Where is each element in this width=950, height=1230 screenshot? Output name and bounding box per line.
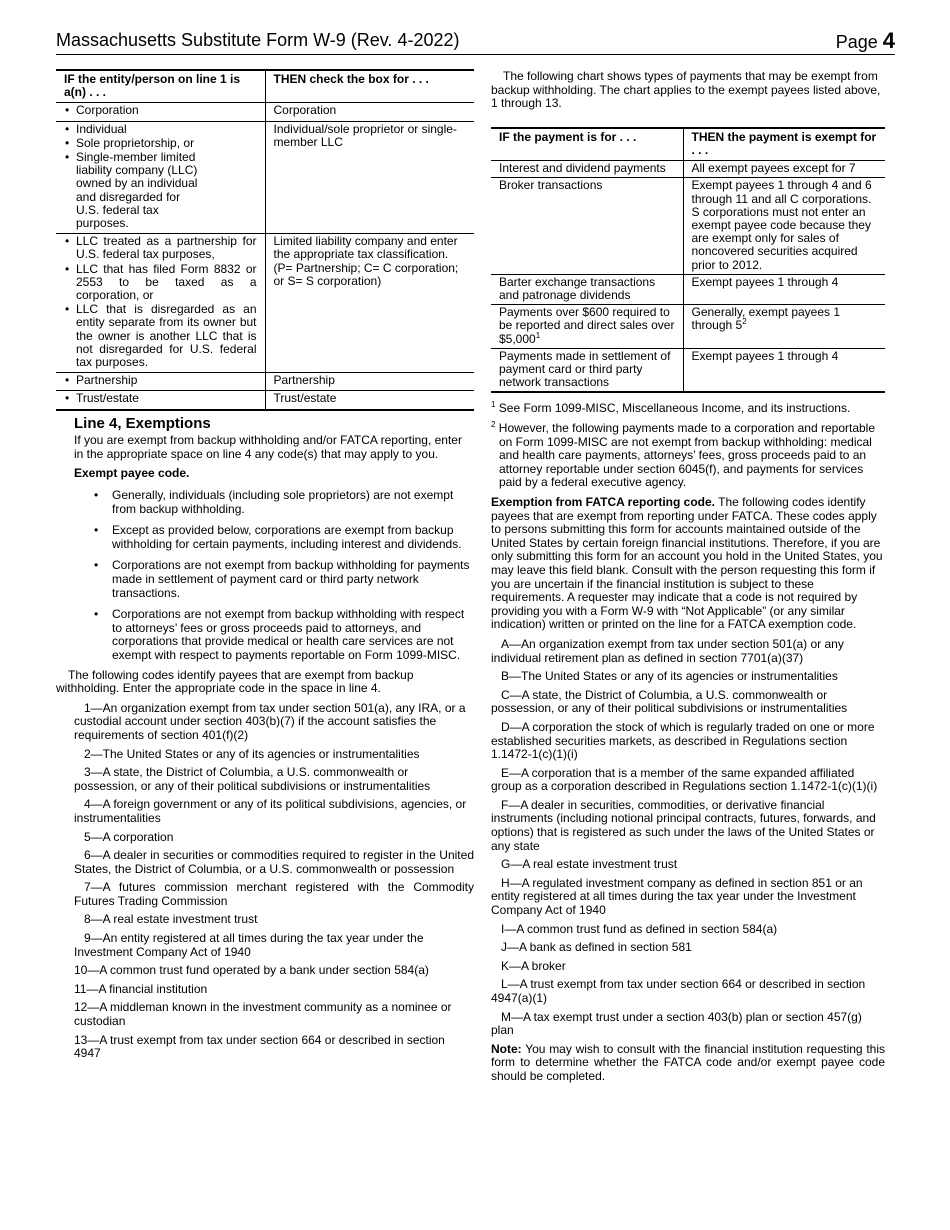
payment-row xyxy=(491,161,885,178)
codes-intro: The following codes identify payees that are exempt from backup withholding. Enter the appropriate code in the space in line 4. xyxy=(56,667,414,696)
entity-check: Trust/estate xyxy=(265,391,474,410)
payment-exempt: All exempt payees except for 7 xyxy=(683,161,885,178)
fatca-code: C—A state, the District of Columbia, a U.S. commonwealth or possession, or any of their political subdivisions or instrumentalities xyxy=(491,687,848,716)
exempt-payee-code: 2—The United States or any of its agencies or instrumentalities xyxy=(84,746,420,761)
footnote-1: $^1$ See Form 1099-MISC, Miscellaneous Income, and its instructions. xyxy=(491,400,851,416)
form-title: Massachusetts Substitute Form W-9 (Rev. 4-2022) xyxy=(56,30,460,50)
entity-item: • Partnership xyxy=(76,374,257,387)
entity-item: • LLC that is disregarded as an entity separate from its owner but the owner is another LLC that is not disregarded for U.S. federal tax purposes. xyxy=(76,303,257,369)
exempt-payee-code: 13—A trust exempt from tax under section 664 or described in section 4947 xyxy=(74,1032,445,1061)
entity-row xyxy=(56,391,474,410)
payment-exempt: Generally, exempt payees 1 through $5^2$ xyxy=(683,305,885,349)
exempt-payee-bullet: • Except as provided below, corporations are exempt from backup withholding for certain payments, including interest and dividends. xyxy=(94,524,474,551)
exempt-payee-code: 6—A dealer in securities or commodities required to register in the United States, the District of Columbia, or a U.S. commonwealth or possession xyxy=(74,848,474,876)
fatca-code: A—An organization exempt from tax under section 501(a) or any individual retirement plan as defined in section 7701(a)(37) xyxy=(491,636,844,665)
exempt-payee-code: 4—A foreign government or any of its political subdivisions, agencies, or instrumentalities xyxy=(74,797,467,825)
fatca-code: F—A dealer in securities, commodities, or derivative financial instruments (including notional principal contracts, futures, forwards, and options) that is registered as such under the laws of the United States or any state xyxy=(491,797,876,853)
line4-intro: If you are exempt from backup withholding and/or FATCA reporting, enter in the appropriate space on line 4 any code(s) that may apply to you. xyxy=(74,433,462,461)
entity-table-col2-header: THEN check the box for . . . xyxy=(265,70,474,103)
exempt-payee-code: 1—An organization exempt from tax under section 501(a), any IRA, or a custodial account under section 403(b)(7) if the account satisfies the requirements of section 401(f)(2) xyxy=(74,700,466,742)
exempt-payee-code: 3—A state, the District of Columbia, a U.S. commonwealth or possession, or any of their political subdivisions or instrumentalities xyxy=(74,765,431,793)
fatca-code: H—A regulated investment company as defined in section 851 or an entity registered at all times during the tax year under the Investment Company Act of 1940 xyxy=(491,875,863,918)
exempt-payee-bullet: • Corporations are not exempt from backup withholding for payments made in settlement of payment card or third party network transactions. xyxy=(94,559,474,600)
fatca-code: D—A corporation the stock of which is regularly traded on one or more established securities markets, as described in Regulations section 1.1472-1(c)(1)(i) xyxy=(491,719,875,762)
exempt-payee-bullet: • Generally, individuals (including sole proprietors) are not exempt from backup withholding. xyxy=(94,489,474,516)
entity-check: Individual/sole proprietor or single-member LLC xyxy=(265,121,474,234)
payment-row xyxy=(491,178,885,274)
entity-check: Partnership xyxy=(265,373,474,391)
entity-check: Limited liability company and enter the appropriate tax classification. (P= Partnership; C= C corporation; or S= S corporation) xyxy=(265,234,474,373)
payment-table-col2-header: THEN the payment is exempt for . . . xyxy=(683,128,885,161)
fatca-intro: Exemption from FATCA reporting code. The following codes identify payees that are exempt from reporting under FATCA. These codes apply to persons submitting this form for accounts maintained outside of the United States by certain foreign financial institutions. Therefore, if you are only submitting this form for an account you hold in the United States, you may leave this field blank. Consult with the person requesting this form if you are uncertain if the financial institution is subject to these requirements. A requester may indicate that a code is not required by providing you with a Form W-9 with “Not Applicable” (or any similar indication) written or printed on the line for a FATCA exemption code. xyxy=(491,495,883,632)
payment-type: Barter exchange transactions and patronage dividends xyxy=(491,274,683,304)
exempt-payee-code: 10—A common trust fund operated by a bank under section 584(a) xyxy=(74,963,429,978)
payment-exempt: Exempt payees 1 through 4 and 6 through 11 and all C corporations. S corporations must not enter an exempt payee code because they are exempt only for sales of noncovered securities acquired prior to 2012. xyxy=(683,178,885,274)
page-number: Page 4 xyxy=(835,28,895,53)
payment-type: Broker transactions xyxy=(491,178,683,274)
payment-type: Interest and dividend payments xyxy=(491,161,683,178)
page-header xyxy=(56,28,895,55)
payment-exempt: Exempt payees 1 through 4 xyxy=(683,348,885,392)
fatca-code: K—A broker xyxy=(501,958,566,973)
entity-row xyxy=(56,121,474,234)
entity-item: • Single-member limited liability company (LLC) owned by an individual and disregarded for U.S. federal tax purposes. xyxy=(76,151,257,230)
entity-item: • LLC that has filed Form 8832 or 2553 to be taxed as a corporation, or xyxy=(76,263,257,303)
fatca-code: B—The United States or any of its agencies or instrumentalities xyxy=(501,669,838,684)
footnote-ref: 1 xyxy=(535,330,541,340)
payment-row xyxy=(491,348,885,392)
footnote-2: $^2$ However, the following payments made to a corporation and reportable on Form 1099-MISC are not exempt from backup withholding: medical and health care payments, attorneys’ fees, gross proceeds paid to an attorney reportable under section 6045(f), and payments for services paid by a federal executive agency. xyxy=(491,420,876,490)
payment-table xyxy=(491,127,885,394)
entity-table-col1-header: IF the entity/person on line 1 is a(n) . . . xyxy=(56,70,265,103)
entity-table xyxy=(56,69,474,411)
line4-heading: Line 4, Exemptions xyxy=(74,414,211,432)
exempt-payee-bullet: • Corporations are not exempt from backup withholding with respect to attorneys’ fees or gross proceeds paid to attorneys, and corporations that provide medical or health care services are not exempt with respect to payments reportable on Form 1099-MISC. xyxy=(94,608,474,662)
entity-item: • Sole proprietorship, or xyxy=(76,137,257,150)
exempt-payee-heading: Exempt payee code. xyxy=(74,466,190,481)
entity-item: • Trust/estate xyxy=(76,392,257,405)
entity-row xyxy=(56,373,474,391)
fatca-note: Note: You may wish to consult with the financial institution requesting this form to determine whether the FATCA code and/or exempt payee code should be completed. xyxy=(491,1041,885,1083)
fatca-code: G—A real estate investment trust xyxy=(501,857,678,872)
fatca-code: M—A tax exempt trust under a section 403(b) plan or section 457(g) plan xyxy=(491,1009,862,1038)
exempt-payee-code: 11—A financial institution xyxy=(74,981,208,996)
entity-check: Corporation xyxy=(265,103,474,121)
exempt-payee-code: 8—A real estate investment trust xyxy=(84,912,258,927)
payment-row xyxy=(491,305,885,349)
fatca-code: L—A trust exempt from tax under section 664 or described in section 4947(a)(1) xyxy=(491,977,866,1005)
fatca-code: J—A bank as defined in section 581 xyxy=(501,940,692,955)
fatca-code: E—A corporation that is a member of the same expanded affiliated group as a corporation described in Regulations section 1.1472-1(c)(1)(i) xyxy=(491,765,878,794)
right-column xyxy=(491,70,885,1084)
payment-row xyxy=(491,274,885,304)
entity-row xyxy=(56,103,474,121)
payment-exempt: Exempt payees 1 through 4 xyxy=(683,274,885,304)
payment-chart-intro: The following chart shows types of payments that may be exempt from backup withholding. The chart applies to the exempt payees listed above, 1 through 13. xyxy=(491,69,881,111)
exempt-payee-code: 9—An entity registered at all times during the tax year under the Investment Company Act of 1940 xyxy=(74,931,424,959)
entity-item: • LLC treated as a partnership for U.S. federal tax purposes, xyxy=(76,235,257,261)
entity-item: • Individual xyxy=(76,123,257,136)
payment-type: Payments made in settlement of payment card or third party network transactions xyxy=(491,348,683,392)
payment-table-col1-header: IF the payment is for . . . xyxy=(491,128,683,161)
entity-row xyxy=(56,234,474,373)
fatca-code: I—A common trust fund as defined in section 584(a) xyxy=(501,921,778,936)
exempt-payee-code: 7—A futures commission merchant registered with the Commodity Futures Trading Commission xyxy=(74,880,474,908)
exempt-payee-code: 12—A middleman known in the investment community as a nominee or custodian xyxy=(74,1000,452,1029)
payment-type: Payments over $600 required to be reported and direct sales over $5,000$^1$ xyxy=(491,305,683,349)
entity-item: • Corporation xyxy=(76,104,257,117)
footnote-ref: 2 xyxy=(742,317,747,327)
exempt-payee-code: 5—A corporation xyxy=(84,829,174,844)
left-column xyxy=(56,69,474,1066)
